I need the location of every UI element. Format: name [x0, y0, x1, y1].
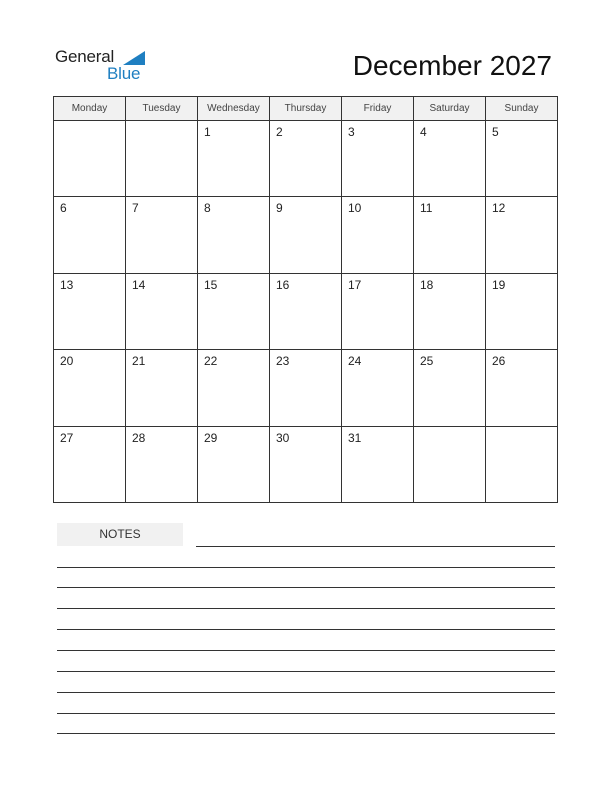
logo-text-general: General: [55, 47, 115, 66]
day-cell: 18: [414, 273, 486, 349]
day-cell: 26: [486, 350, 558, 426]
weekday-header: Wednesday: [198, 97, 270, 121]
notes-label: NOTES: [57, 523, 183, 546]
day-cell: 5: [486, 121, 558, 197]
weekday-header: Tuesday: [126, 97, 198, 121]
day-cell: 24: [342, 350, 414, 426]
week-row: [54, 121, 558, 197]
day-cell: 21: [126, 350, 198, 426]
day-cell: 13: [54, 273, 126, 349]
logo-text-blue: Blue: [107, 64, 141, 83]
day-cell: [54, 121, 126, 197]
notes-line: [196, 546, 555, 547]
weekday-header: Sunday: [486, 97, 558, 121]
day-cell: 17: [342, 273, 414, 349]
day-cell: 22: [198, 350, 270, 426]
day-cell: 30: [270, 426, 342, 502]
notes-line: [57, 713, 555, 714]
day-cell: 16: [270, 273, 342, 349]
notes-line: [57, 733, 555, 734]
weekday-header: Friday: [342, 97, 414, 121]
day-cell: 25: [414, 350, 486, 426]
page-title: December 2027: [352, 50, 552, 81]
brand-logo: [55, 47, 155, 83]
day-cell: 4: [414, 121, 486, 197]
day-cell: 1: [198, 121, 270, 197]
day-cell: 7: [126, 197, 198, 273]
day-cell: 19: [486, 273, 558, 349]
day-cell: 31: [342, 426, 414, 502]
weekday-header: Thursday: [270, 97, 342, 121]
notes-line: [57, 567, 555, 568]
day-cell: 10: [342, 197, 414, 273]
day-cell: 9: [270, 197, 342, 273]
notes-line: [57, 608, 555, 609]
day-cell: 11: [414, 197, 486, 273]
day-cell: 12: [486, 197, 558, 273]
day-cell: 23: [270, 350, 342, 426]
calendar-grid: [53, 96, 558, 503]
day-cell: 3: [342, 121, 414, 197]
day-cell: [486, 426, 558, 502]
notes-line: [57, 671, 555, 672]
day-cell: 20: [54, 350, 126, 426]
day-cell: 27: [54, 426, 126, 502]
day-cell: 28: [126, 426, 198, 502]
weekday-header-row: [54, 97, 558, 121]
notes-line: [57, 692, 555, 693]
day-cell: 14: [126, 273, 198, 349]
day-cell: [126, 121, 198, 197]
day-cell: 29: [198, 426, 270, 502]
week-row: [54, 426, 558, 502]
notes-line: [57, 650, 555, 651]
notes-line: [57, 629, 555, 630]
week-row: [54, 273, 558, 349]
day-cell: 2: [270, 121, 342, 197]
weekday-header: Monday: [54, 97, 126, 121]
week-row: [54, 197, 558, 273]
logo-triangle-icon: [123, 51, 145, 65]
day-cell: [414, 426, 486, 502]
notes-line: [57, 587, 555, 588]
week-row: [54, 350, 558, 426]
weekday-header: Saturday: [414, 97, 486, 121]
day-cell: 6: [54, 197, 126, 273]
day-cell: 15: [198, 273, 270, 349]
day-cell: 8: [198, 197, 270, 273]
